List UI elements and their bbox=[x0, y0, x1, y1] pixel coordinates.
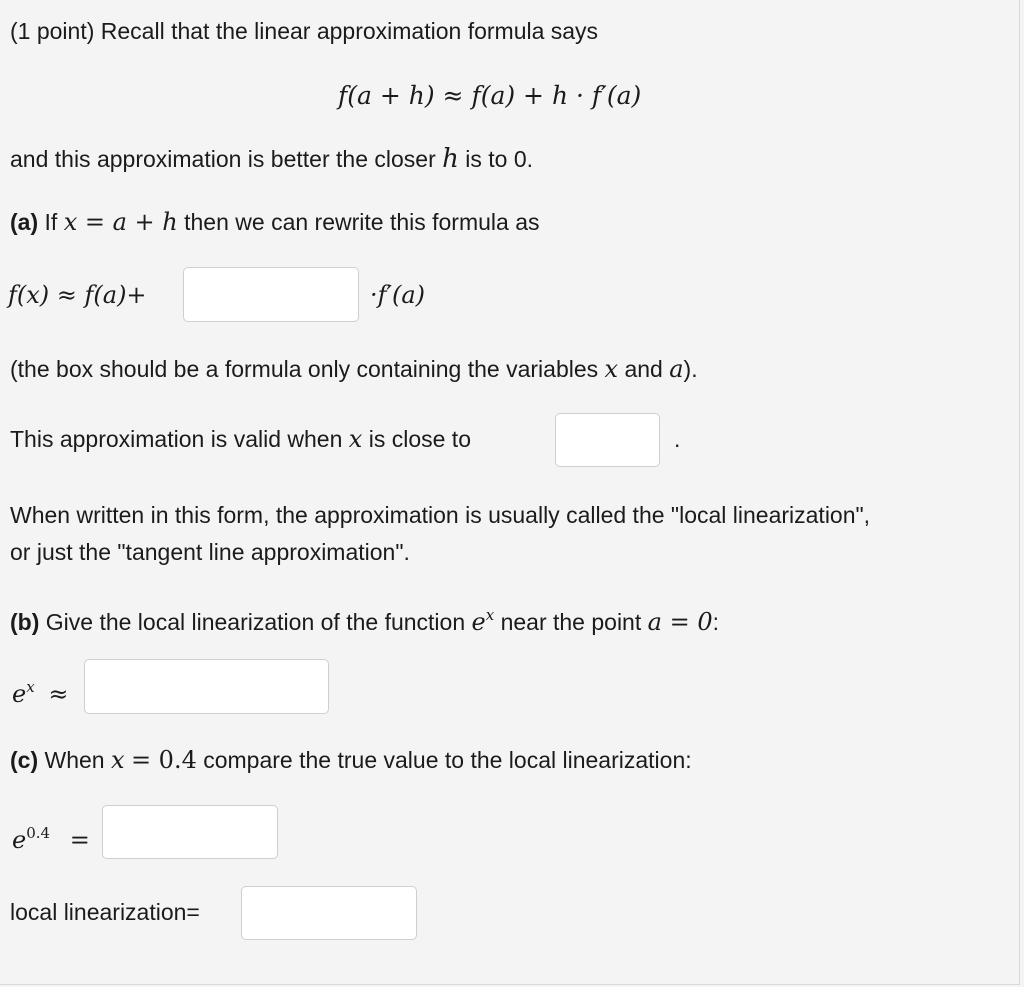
part-b-label: (b) bbox=[10, 609, 40, 635]
linearization-note-line1: When written in this form, the approximation is usually called the "local linearization", bbox=[10, 502, 871, 528]
part-b-lhs bbox=[12, 672, 68, 709]
part-c-label: (c) bbox=[10, 747, 39, 773]
validity-line bbox=[10, 424, 471, 454]
part-c-text-post: compare the true value to the local linearization: bbox=[203, 747, 692, 773]
part-c-lhs-exp: 0.4 bbox=[26, 824, 51, 842]
hint-text: (the box should be a formula only containing the variables bbox=[10, 356, 599, 382]
part-a-label: (a) bbox=[10, 209, 39, 235]
hint-end: ). bbox=[683, 356, 698, 382]
part-c-text-pre: When bbox=[44, 747, 105, 773]
hint-var-a: a bbox=[669, 355, 684, 383]
part-b-colon: : bbox=[712, 609, 719, 635]
part-c-true-value-input[interactable] bbox=[102, 805, 278, 859]
part-a-formula-input[interactable] bbox=[183, 267, 359, 322]
part-b-text: Give the local linearization of the function bbox=[45, 609, 466, 635]
part-c-lhs bbox=[12, 818, 90, 855]
part-c-equals: = bbox=[69, 826, 90, 854]
hint-and: and bbox=[624, 356, 663, 382]
validity-tail: is close to bbox=[368, 426, 471, 452]
validity-text: This approximation is valid when bbox=[10, 426, 343, 452]
part-a-heading bbox=[10, 207, 540, 237]
part-a-substitution: x = a + h bbox=[63, 208, 178, 236]
part-b-func-exp: x bbox=[485, 606, 495, 624]
closeness-tail: is to 0. bbox=[465, 146, 534, 172]
part-c-heading bbox=[10, 745, 692, 775]
point-label: (1 point) bbox=[10, 18, 95, 44]
part-c-linearization-input[interactable] bbox=[241, 886, 417, 940]
part-b-func-base: e bbox=[471, 608, 486, 636]
part-c-var-x: x bbox=[111, 746, 125, 774]
validity-var-x: x bbox=[348, 425, 363, 453]
intro-text: Recall that the linear approximation formula says bbox=[100, 18, 599, 44]
linearization-note-line2: or just the "tangent line approximation". bbox=[10, 539, 410, 565]
part-b-near: near the point bbox=[500, 609, 642, 635]
part-a-text-pre: If bbox=[44, 209, 58, 235]
part-b-lhs-base: e bbox=[12, 680, 27, 708]
closeness-text: and this approximation is better the closer bbox=[10, 146, 436, 172]
closeness-var-h: h bbox=[442, 144, 459, 174]
intro-line bbox=[10, 16, 598, 46]
part-c-value: = 0.4 bbox=[130, 746, 197, 774]
hint-var-x: x bbox=[604, 355, 619, 383]
part-b-lhs-exp: x bbox=[26, 678, 35, 696]
closeness-note bbox=[10, 144, 533, 174]
part-b-heading bbox=[10, 600, 719, 637]
part-b-linearization-input[interactable] bbox=[84, 659, 329, 714]
part-a-text-post: then we can rewrite this formula as bbox=[184, 209, 540, 235]
part-c-linearization-label: local linearization= bbox=[10, 899, 200, 925]
validity-period: . bbox=[674, 426, 681, 452]
linear-approx-formula: f(a + h) ≈ f(a) + h · f′(a) bbox=[338, 81, 642, 110]
part-b-point: a = 0 bbox=[647, 608, 713, 636]
part-a-rhs: ·f′(a) bbox=[370, 281, 425, 309]
part-b-function bbox=[472, 608, 495, 636]
part-a-hint bbox=[10, 354, 698, 384]
part-a-close-to-input[interactable] bbox=[555, 413, 660, 467]
part-c-lhs-base: e bbox=[12, 826, 27, 854]
part-a-lhs: f(x) ≈ f(a)+ bbox=[8, 281, 147, 309]
part-b-approx-sign: ≈ bbox=[48, 680, 69, 708]
